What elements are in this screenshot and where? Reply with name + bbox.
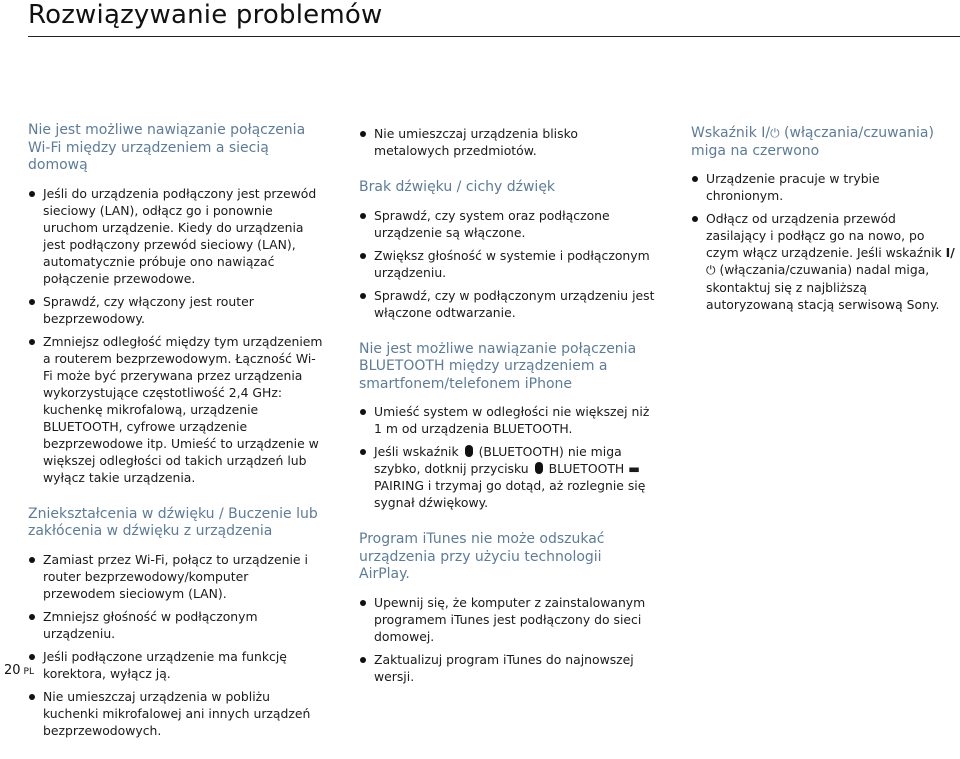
title-rule (28, 36, 960, 37)
list-no-sound (359, 207, 655, 321)
bt-text-3: BLUETOOTH (548, 461, 625, 476)
list-item-bluetooth-indicator (359, 443, 655, 511)
list-item: Zmniejsz odległość między tym urządzeniem a routerem bezprzewodowym. Łączność Wi-Fi może być przerywana przez urządzenia wykorzystujące częstotliwość 2,4 GHz: kuchenkę mikrofalową, urządzenie BLUETOOTH, cyfrowe urządzenie bezprzewodowe itp. Umieść to urządzenie w większej odległości od takich urządzeń lub wyłącz takie urządzenia. (28, 333, 324, 486)
bluetooth-icon (465, 445, 473, 457)
column-3 (691, 125, 955, 333)
page-number: 20 (4, 663, 21, 678)
list-item: Zaktualizuj program iTunes do najnowszej wersji. (359, 651, 655, 685)
list-continued (359, 125, 655, 159)
list-item: Zamiast przez Wi-Fi, połącz to urządzenie i router bezprzewodowy/komputer przewodem sieciowym (LAN). (28, 551, 324, 602)
power-icon: ⏻ (770, 126, 780, 140)
bluetooth-icon (535, 462, 543, 474)
list-power (691, 170, 955, 313)
section-heading-distortion: Zniekształcenia w dźwięku / Buczenie lub zakłócenia w dźwięku z urządzenia (28, 505, 318, 539)
item-text: (włączania/czuwania) nadal miga, skontaktuj się z najbliższą autoryzowaną stacją serwisową Sony. (706, 262, 940, 312)
item-text: Odłącz od urządzenia przewód zasilający i podłącz go na nowo, po czym włącz urządzenie. (706, 211, 925, 260)
list-item-power (691, 210, 955, 313)
list-item: Upewnij się, że komputer z zainstalowanym programem iTunes jest podłączony do sieci domowej. (359, 594, 655, 645)
power-icon: ⏻ (706, 263, 716, 277)
list-wifi (28, 185, 324, 486)
section-heading-itunes: Program iTunes nie może odszukać urządzenia przy użyciu technologii AirPlay. (359, 531, 605, 582)
section-heading-wifi: Nie jest możliwe nawiązanie połączenia Wi-Fi między urządzeniem a siecią domową (28, 122, 306, 173)
list-item: Sprawdź, czy system oraz podłączone urządzenie są włączone. (359, 207, 655, 241)
list-item: Jeśli podłączone urządzenie ma funkcję korektora, wyłącz ją. (28, 648, 324, 682)
heading-text-2: (włączania/czuwania) miga na czerwono (691, 125, 934, 159)
list-item: Zwiększ głośność w systemie i podłączonym urządzeniu. (359, 247, 655, 281)
bt-text-4: PAIRING i trzymaj go dotąd, aż rozlegnie się sygnał dźwiękowy. (374, 478, 646, 510)
page-lang: PL (23, 667, 34, 677)
column-1 (28, 122, 324, 759)
list-item: Zmniejsz głośność w podłączonym urządzeniu. (28, 608, 324, 642)
section-heading-power (691, 125, 955, 160)
bt-text-1: Jeśli wskaźnik (374, 444, 459, 459)
list-item: Urządzenie pracuje w trybie chronionym. (691, 170, 955, 204)
section-heading-bluetooth: Nie jest możliwe nawiązanie połączenia BLUETOOTH między urządzeniem a smartfonem/telefonem iPhone (359, 340, 637, 392)
heading-text-1: Wskaźnik I/ (691, 125, 771, 141)
list-item: Jeśli do urządzenia podłączony jest przewód sieciowy (LAN), odłącz go i ponownie uruchom urządzenie. Kiedy do urządzenia jest podłączony przewód sieciowy (LAN), automatycznie próbuje ono nawiązać połączenie przewodowe. (28, 185, 324, 287)
bt-text-2: (BLUETOOTH) nie miga szybko, dotknij przycisku (374, 444, 622, 476)
section-heading-no-sound: Brak dźwięku / cichy dźwięk (359, 179, 556, 195)
page-footer (4, 663, 34, 678)
list-bluetooth (359, 403, 655, 511)
power-label: I/ (945, 245, 955, 260)
dash-icon: ▬ (628, 461, 640, 476)
list-item: Sprawdź, czy w podłączonym urządzeniu jest włączone odtwarzanie. (359, 287, 655, 321)
list-item: Sprawdź, czy włączony jest router bezprzewodowy. (28, 293, 324, 327)
list-item: Nie umieszczaj urządzenia w pobliżu kuchenki mikrofalowej ani innych urządzeń bezprzewodowych. (28, 688, 324, 739)
list-itunes (359, 594, 655, 685)
list-distortion (28, 551, 324, 739)
column-2 (359, 125, 655, 705)
page-title: Rozwiązywanie problemów (28, 0, 383, 30)
list-item: Umieść system w odległości nie większej niż 1 m od urządzenia BLUETOOTH. (359, 403, 655, 437)
list-item: Nie umieszczaj urządzenia blisko metalowych przedmiotów. (359, 125, 655, 159)
item-text: Jeśli wskaźnik (857, 245, 942, 260)
